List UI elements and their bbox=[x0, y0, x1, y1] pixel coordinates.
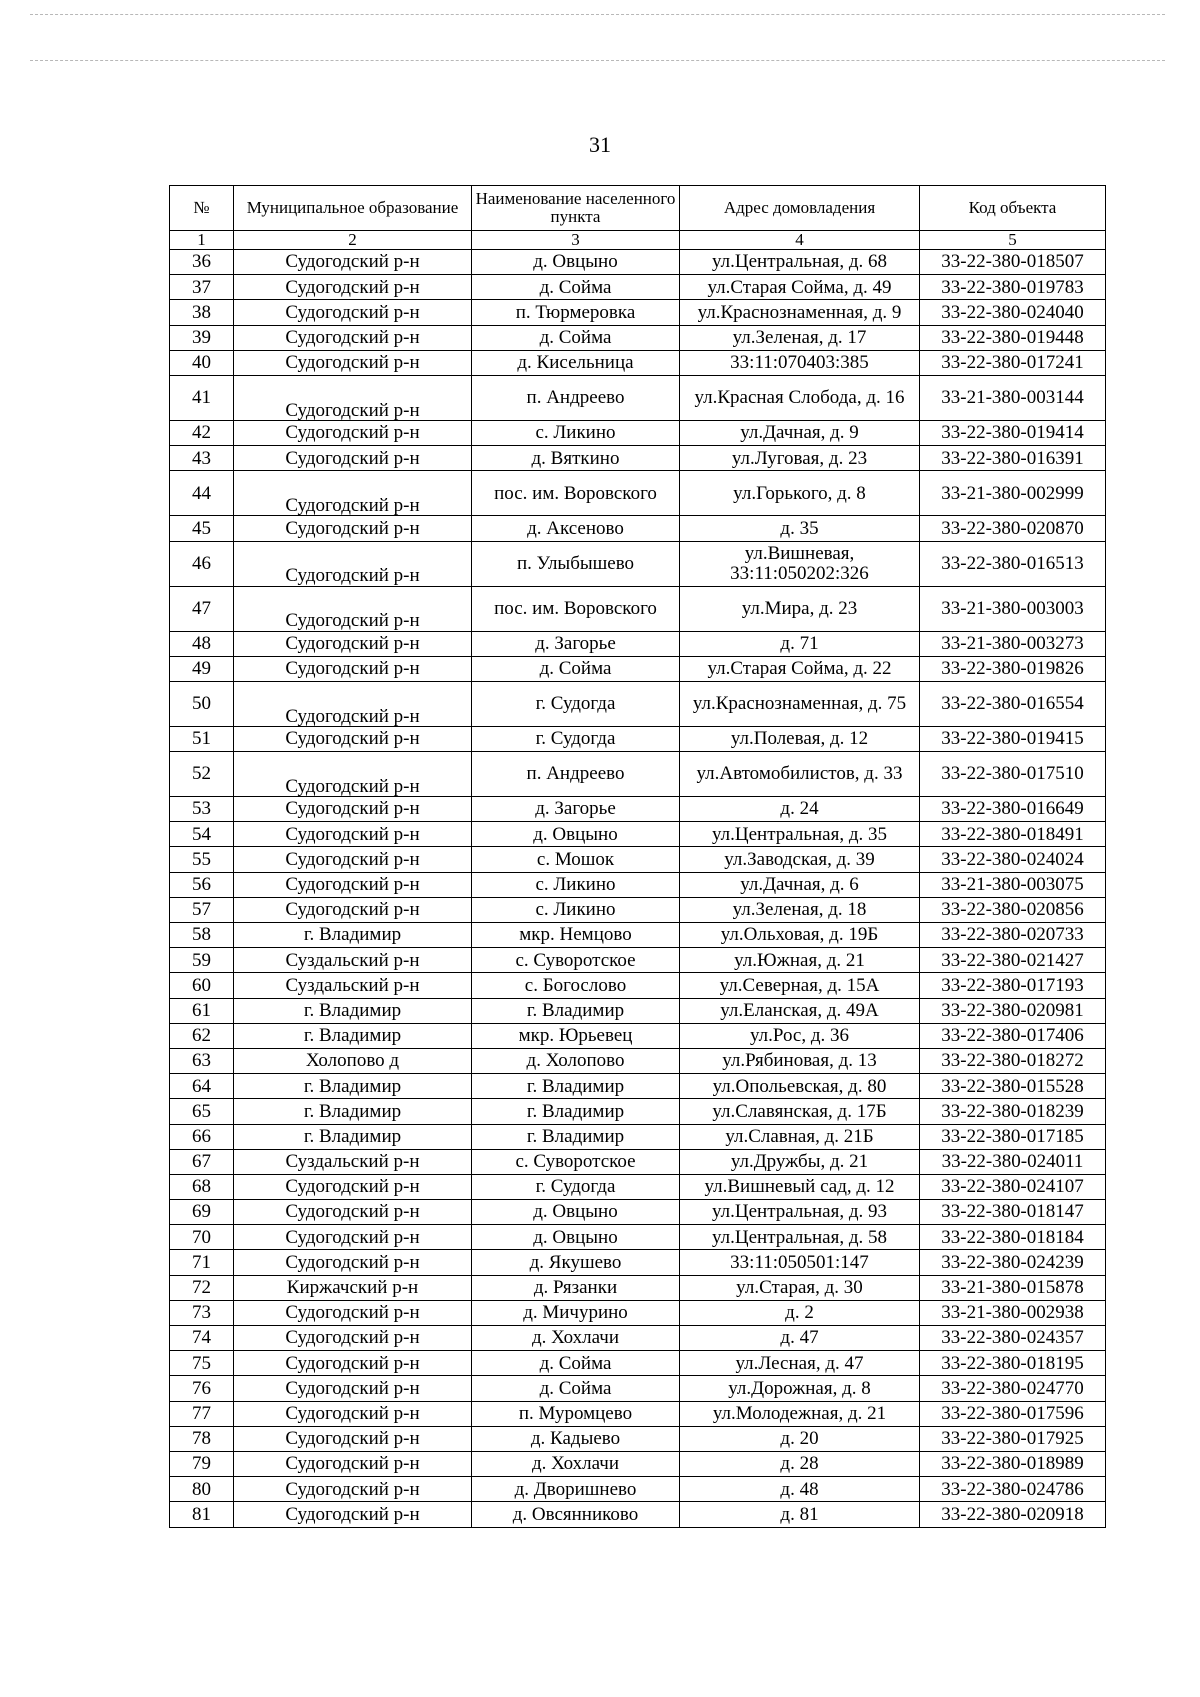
table-row bbox=[170, 923, 1106, 948]
cell-address: ул.Опольевская, д. 80 bbox=[680, 1074, 920, 1099]
cell-municipality: Судогодский р-н bbox=[234, 375, 472, 420]
table-row bbox=[170, 1477, 1106, 1502]
cell-municipality: Судогодский р-н bbox=[234, 1376, 472, 1401]
table-row bbox=[170, 1074, 1106, 1099]
cell-municipality: Судогодский р-н bbox=[234, 1477, 472, 1502]
cell-object-code: 33-22-380-016554 bbox=[920, 681, 1106, 726]
cell-settlement: д. Овсянниково bbox=[472, 1502, 680, 1527]
cell-number: 68 bbox=[170, 1174, 234, 1199]
table-row bbox=[170, 897, 1106, 922]
cell-municipality: Судогодский р-н bbox=[234, 656, 472, 681]
cell-municipality: Судогодский р-н bbox=[234, 541, 472, 586]
cell-number: 36 bbox=[170, 250, 234, 275]
table-row bbox=[170, 420, 1106, 445]
cell-municipality: Холопово д bbox=[234, 1048, 472, 1073]
cell-object-code: 33-22-380-019414 bbox=[920, 420, 1106, 445]
cell-address: ул.Дачная, д. 9 bbox=[680, 420, 920, 445]
cell-number: 47 bbox=[170, 586, 234, 631]
table-row bbox=[170, 1401, 1106, 1426]
cell-object-code: 33-22-380-017596 bbox=[920, 1401, 1106, 1426]
cell-settlement: д. Овцыно bbox=[472, 822, 680, 847]
cell-address: ул.Автомобилистов, д. 33 bbox=[680, 752, 920, 797]
cell-object-code: 33-22-380-018147 bbox=[920, 1200, 1106, 1225]
cell-municipality: Судогодский р-н bbox=[234, 350, 472, 375]
cell-address: ул.Полевая, д. 12 bbox=[680, 726, 920, 751]
cell-object-code: 33-22-380-019826 bbox=[920, 656, 1106, 681]
cell-object-code: 33-22-380-017925 bbox=[920, 1426, 1106, 1451]
header-municipality: Муниципальное образование bbox=[234, 186, 472, 231]
column-number-row bbox=[170, 231, 1106, 250]
cell-number: 78 bbox=[170, 1426, 234, 1451]
table-row bbox=[170, 325, 1106, 350]
table-body bbox=[170, 250, 1106, 1528]
cell-address: д. 2 bbox=[680, 1300, 920, 1325]
header-settlement: Наименование населенного пункта bbox=[472, 186, 680, 231]
table-row bbox=[170, 250, 1106, 275]
cell-object-code: 33-22-380-017406 bbox=[920, 1023, 1106, 1048]
cell-number: 63 bbox=[170, 1048, 234, 1073]
cell-municipality: Судогодский р-н bbox=[234, 1426, 472, 1451]
table-row bbox=[170, 1023, 1106, 1048]
cell-municipality: Судогодский р-н bbox=[234, 471, 472, 516]
table-row bbox=[170, 541, 1106, 586]
cell-address: ул.Центральная, д. 93 bbox=[680, 1200, 920, 1225]
cell-address: д. 35 bbox=[680, 516, 920, 541]
cell-address: ул.Лесная, д. 47 bbox=[680, 1351, 920, 1376]
cell-number: 66 bbox=[170, 1124, 234, 1149]
cell-municipality: Судогодский р-н bbox=[234, 325, 472, 350]
cell-municipality: Судогодский р-н bbox=[234, 1225, 472, 1250]
cell-settlement: д. Холопово bbox=[472, 1048, 680, 1073]
cell-settlement: г. Судогда bbox=[472, 1174, 680, 1199]
cell-settlement: д. Мичурино bbox=[472, 1300, 680, 1325]
cell-object-code: 33-22-380-017510 bbox=[920, 752, 1106, 797]
cell-settlement: д. Дворишнево bbox=[472, 1477, 680, 1502]
cell-object-code: 33-22-380-017241 bbox=[920, 350, 1106, 375]
cell-object-code: 33-22-380-021427 bbox=[920, 948, 1106, 973]
cell-object-code: 33-22-380-020856 bbox=[920, 897, 1106, 922]
cell-address: д. 28 bbox=[680, 1451, 920, 1476]
cell-object-code: 33-22-380-016391 bbox=[920, 446, 1106, 471]
cell-settlement: д. Рязанки bbox=[472, 1275, 680, 1300]
cell-number: 65 bbox=[170, 1099, 234, 1124]
cell-object-code: 33-22-380-020733 bbox=[920, 923, 1106, 948]
cell-address: ул.Старая, д. 30 bbox=[680, 1275, 920, 1300]
cell-address: ул.Дорожная, д. 8 bbox=[680, 1376, 920, 1401]
cell-settlement: с. Ликино bbox=[472, 897, 680, 922]
table-row bbox=[170, 752, 1106, 797]
cell-address: д. 81 bbox=[680, 1502, 920, 1527]
column-number: 5 bbox=[920, 231, 1106, 250]
table-row bbox=[170, 1426, 1106, 1451]
cell-object-code: 33-22-380-024239 bbox=[920, 1250, 1106, 1275]
page-number: 31 bbox=[589, 132, 611, 157]
cell-municipality: Судогодский р-н bbox=[234, 300, 472, 325]
cell-settlement: г. Владимир bbox=[472, 1124, 680, 1149]
cell-number: 44 bbox=[170, 471, 234, 516]
cell-address: ул.Центральная, д. 58 bbox=[680, 1225, 920, 1250]
table-row bbox=[170, 1502, 1106, 1527]
cell-settlement: п. Улыбышево bbox=[472, 541, 680, 586]
cell-settlement: г. Владимир bbox=[472, 1074, 680, 1099]
cell-settlement: д. Сойма bbox=[472, 275, 680, 300]
cell-settlement: д. Вяткино bbox=[472, 446, 680, 471]
table-row bbox=[170, 1048, 1106, 1073]
table-row bbox=[170, 998, 1106, 1023]
cell-settlement: с. Суворотское bbox=[472, 1149, 680, 1174]
table-row bbox=[170, 1200, 1106, 1225]
cell-address: ул.Еланская, д. 49А bbox=[680, 998, 920, 1023]
cell-settlement: д. Аксеново bbox=[472, 516, 680, 541]
cell-municipality: Судогодский р-н bbox=[234, 1451, 472, 1476]
cell-address: ул.Дружбы, д. 21 bbox=[680, 1149, 920, 1174]
table-row bbox=[170, 1376, 1106, 1401]
cell-number: 45 bbox=[170, 516, 234, 541]
cell-settlement: п. Тюрмеровка bbox=[472, 300, 680, 325]
cell-number: 43 bbox=[170, 446, 234, 471]
cell-settlement: д. Кисельница bbox=[472, 350, 680, 375]
cell-number: 57 bbox=[170, 897, 234, 922]
cell-number: 77 bbox=[170, 1401, 234, 1426]
cell-object-code: 33-22-380-024107 bbox=[920, 1174, 1106, 1199]
cell-settlement: г. Судогда bbox=[472, 681, 680, 726]
table-row bbox=[170, 872, 1106, 897]
cell-number: 71 bbox=[170, 1250, 234, 1275]
cell-number: 70 bbox=[170, 1225, 234, 1250]
cell-municipality: Судогодский р-н bbox=[234, 797, 472, 822]
cell-number: 49 bbox=[170, 656, 234, 681]
cell-settlement: д. Сойма bbox=[472, 1376, 680, 1401]
cell-address: ул.Зеленая, д. 18 bbox=[680, 897, 920, 922]
cell-settlement: с. Богослово bbox=[472, 973, 680, 998]
cell-object-code: 33-22-380-018272 bbox=[920, 1048, 1106, 1073]
cell-number: 58 bbox=[170, 923, 234, 948]
cell-number: 67 bbox=[170, 1149, 234, 1174]
cell-municipality: Судогодский р-н bbox=[234, 250, 472, 275]
cell-settlement: г. Судогда bbox=[472, 726, 680, 751]
cell-address: 33:11:050501:147 bbox=[680, 1250, 920, 1275]
cell-settlement: д. Овцыно bbox=[472, 1225, 680, 1250]
cell-settlement: д. Загорье bbox=[472, 631, 680, 656]
table-row bbox=[170, 471, 1106, 516]
cell-object-code: 33-22-380-024024 bbox=[920, 847, 1106, 872]
cell-address: д. 71 bbox=[680, 631, 920, 656]
table-row bbox=[170, 516, 1106, 541]
cell-settlement: с. Ликино bbox=[472, 872, 680, 897]
cell-number: 37 bbox=[170, 275, 234, 300]
cell-municipality: Судогодский р-н bbox=[234, 1250, 472, 1275]
header-address: Адрес домовладения bbox=[680, 186, 920, 231]
cell-address: ул.Луговая, д. 23 bbox=[680, 446, 920, 471]
cell-number: 75 bbox=[170, 1351, 234, 1376]
scan-artifact-line bbox=[30, 60, 1165, 61]
cell-address: ул.Вишневая, 33:11:050202:326 bbox=[680, 541, 920, 586]
cell-municipality: Судогодский р-н bbox=[234, 872, 472, 897]
table-row bbox=[170, 631, 1106, 656]
table-header-row bbox=[170, 186, 1106, 231]
cell-address: ул.Зеленая, д. 17 bbox=[680, 325, 920, 350]
cell-municipality: Судогодский р-н bbox=[234, 1200, 472, 1225]
cell-settlement: мкр. Юрьевец bbox=[472, 1023, 680, 1048]
table-row bbox=[170, 681, 1106, 726]
cell-address: ул.Краснознаменная, д. 75 bbox=[680, 681, 920, 726]
cell-address: ул.Северная, д. 15А bbox=[680, 973, 920, 998]
cell-address: д. 20 bbox=[680, 1426, 920, 1451]
table-row bbox=[170, 1124, 1106, 1149]
cell-object-code: 33-21-380-002999 bbox=[920, 471, 1106, 516]
table-row bbox=[170, 1149, 1106, 1174]
cell-object-code: 33-22-380-016513 bbox=[920, 541, 1106, 586]
table-row bbox=[170, 1451, 1106, 1476]
cell-address: ул.Старая Сойма, д. 22 bbox=[680, 656, 920, 681]
cell-municipality: Судогодский р-н bbox=[234, 847, 472, 872]
cell-settlement: пос. им. Воровского bbox=[472, 586, 680, 631]
cell-address: ул.Старая Сойма, д. 49 bbox=[680, 275, 920, 300]
cell-municipality: г. Владимир bbox=[234, 998, 472, 1023]
cell-municipality: г. Владимир bbox=[234, 1124, 472, 1149]
cell-address: ул.Дачная, д. 6 bbox=[680, 872, 920, 897]
cell-number: 50 bbox=[170, 681, 234, 726]
cell-settlement: д. Сойма bbox=[472, 656, 680, 681]
table-row bbox=[170, 797, 1106, 822]
cell-address: д. 47 bbox=[680, 1326, 920, 1351]
cell-settlement: д. Сойма bbox=[472, 1351, 680, 1376]
cell-number: 51 bbox=[170, 726, 234, 751]
cell-address: д. 24 bbox=[680, 797, 920, 822]
cell-object-code: 33-21-380-003075 bbox=[920, 872, 1106, 897]
column-number: 4 bbox=[680, 231, 920, 250]
table-row bbox=[170, 300, 1106, 325]
cell-address: ул.Центральная, д. 68 bbox=[680, 250, 920, 275]
cell-address: ул.Славная, д. 21Б bbox=[680, 1124, 920, 1149]
cell-settlement: г. Владимир bbox=[472, 1099, 680, 1124]
column-number: 3 bbox=[472, 231, 680, 250]
cell-municipality: Суздальский р-н bbox=[234, 1149, 472, 1174]
table-row bbox=[170, 726, 1106, 751]
cell-object-code: 33-21-380-015878 bbox=[920, 1275, 1106, 1300]
table-row bbox=[170, 1351, 1106, 1376]
cell-municipality: Судогодский р-н bbox=[234, 1326, 472, 1351]
cell-number: 56 bbox=[170, 872, 234, 897]
cell-municipality: Судогодский р-н bbox=[234, 897, 472, 922]
table-row bbox=[170, 948, 1106, 973]
cell-municipality: г. Владимир bbox=[234, 923, 472, 948]
cell-number: 64 bbox=[170, 1074, 234, 1099]
cell-number: 46 bbox=[170, 541, 234, 586]
column-number: 1 bbox=[170, 231, 234, 250]
cell-settlement: д. Кадыево bbox=[472, 1426, 680, 1451]
cell-municipality: Киржачский р-н bbox=[234, 1275, 472, 1300]
cell-settlement: д. Овцыно bbox=[472, 250, 680, 275]
cell-address: ул.Южная, д. 21 bbox=[680, 948, 920, 973]
cell-object-code: 33-21-380-003003 bbox=[920, 586, 1106, 631]
cell-object-code: 33-22-380-019783 bbox=[920, 275, 1106, 300]
cell-municipality: Судогодский р-н bbox=[234, 822, 472, 847]
cell-number: 62 bbox=[170, 1023, 234, 1048]
cell-object-code: 33-22-380-018184 bbox=[920, 1225, 1106, 1250]
cell-municipality: Судогодский р-н bbox=[234, 446, 472, 471]
cell-number: 40 bbox=[170, 350, 234, 375]
cell-municipality: Суздальский р-н bbox=[234, 973, 472, 998]
table-row bbox=[170, 1275, 1106, 1300]
cell-object-code: 33-21-380-003144 bbox=[920, 375, 1106, 420]
cell-municipality: Судогодский р-н bbox=[234, 1502, 472, 1527]
cell-address: ул.Красная Слобода, д. 16 bbox=[680, 375, 920, 420]
cell-settlement: пос. им. Воровского bbox=[472, 471, 680, 516]
cell-address: ул.Рос, д. 36 bbox=[680, 1023, 920, 1048]
cell-number: 69 bbox=[170, 1200, 234, 1225]
cell-object-code: 33-22-380-024786 bbox=[920, 1477, 1106, 1502]
cell-number: 72 bbox=[170, 1275, 234, 1300]
cell-settlement: г. Владимир bbox=[472, 998, 680, 1023]
cell-number: 39 bbox=[170, 325, 234, 350]
table-row bbox=[170, 1225, 1106, 1250]
cell-object-code: 33-22-380-018989 bbox=[920, 1451, 1106, 1476]
table-row bbox=[170, 275, 1106, 300]
table-row bbox=[170, 1174, 1106, 1199]
cell-address: 33:11:070403:385 bbox=[680, 350, 920, 375]
cell-settlement: с. Мошок bbox=[472, 847, 680, 872]
table-row bbox=[170, 822, 1106, 847]
cell-municipality: Судогодский р-н bbox=[234, 1351, 472, 1376]
cell-municipality: Судогодский р-н bbox=[234, 1174, 472, 1199]
cell-address: ул.Краснознаменная, д. 9 bbox=[680, 300, 920, 325]
cell-settlement: мкр. Немцово bbox=[472, 923, 680, 948]
table-row bbox=[170, 1250, 1106, 1275]
cell-address: ул.Рябиновая, д. 13 bbox=[680, 1048, 920, 1073]
cell-settlement: д. Хохлачи bbox=[472, 1451, 680, 1476]
cell-municipality: г. Владимир bbox=[234, 1074, 472, 1099]
table-row bbox=[170, 1300, 1106, 1325]
cell-number: 81 bbox=[170, 1502, 234, 1527]
cell-number: 61 bbox=[170, 998, 234, 1023]
table-row bbox=[170, 656, 1106, 681]
cell-settlement: с. Суворотское bbox=[472, 948, 680, 973]
cell-number: 79 bbox=[170, 1451, 234, 1476]
cell-address: ул.Вишневый сад, д. 12 bbox=[680, 1174, 920, 1199]
cell-object-code: 33-22-380-020918 bbox=[920, 1502, 1106, 1527]
cell-object-code: 33-22-380-018195 bbox=[920, 1351, 1106, 1376]
cell-object-code: 33-22-380-019448 bbox=[920, 325, 1106, 350]
table-row bbox=[170, 375, 1106, 420]
cell-address: д. 48 bbox=[680, 1477, 920, 1502]
cell-object-code: 33-22-380-018491 bbox=[920, 822, 1106, 847]
cell-object-code: 33-22-380-019415 bbox=[920, 726, 1106, 751]
table-row bbox=[170, 350, 1106, 375]
cell-settlement: д. Овцыно bbox=[472, 1200, 680, 1225]
cell-settlement: с. Ликино bbox=[472, 420, 680, 445]
cell-address: ул.Ольховая, д. 19Б bbox=[680, 923, 920, 948]
cell-municipality: Судогодский р-н bbox=[234, 516, 472, 541]
cell-address: ул.Славянская, д. 17Б bbox=[680, 1099, 920, 1124]
cell-address: ул.Молодежная, д. 21 bbox=[680, 1401, 920, 1426]
cell-object-code: 33-21-380-003273 bbox=[920, 631, 1106, 656]
cell-municipality: Судогодский р-н bbox=[234, 586, 472, 631]
cell-object-code: 33-22-380-018239 bbox=[920, 1099, 1106, 1124]
cell-number: 52 bbox=[170, 752, 234, 797]
cell-number: 76 bbox=[170, 1376, 234, 1401]
cell-municipality: Судогодский р-н bbox=[234, 752, 472, 797]
cell-address: ул.Заводская, д. 39 bbox=[680, 847, 920, 872]
column-number: 2 bbox=[234, 231, 472, 250]
cell-number: 60 bbox=[170, 973, 234, 998]
cell-settlement: д. Сойма bbox=[472, 325, 680, 350]
cell-number: 74 bbox=[170, 1326, 234, 1351]
cell-number: 41 bbox=[170, 375, 234, 420]
table-row bbox=[170, 847, 1106, 872]
cell-object-code: 33-22-380-024357 bbox=[920, 1326, 1106, 1351]
table-row bbox=[170, 1326, 1106, 1351]
cell-municipality: Судогодский р-н bbox=[234, 275, 472, 300]
cell-object-code: 33-22-380-015528 bbox=[920, 1074, 1106, 1099]
cell-number: 53 bbox=[170, 797, 234, 822]
cell-number: 55 bbox=[170, 847, 234, 872]
cell-object-code: 33-22-380-018507 bbox=[920, 250, 1106, 275]
header-object-code: Код объекта bbox=[920, 186, 1106, 231]
cell-number: 48 bbox=[170, 631, 234, 656]
cell-object-code: 33-21-380-002938 bbox=[920, 1300, 1106, 1325]
cell-object-code: 33-22-380-020870 bbox=[920, 516, 1106, 541]
cell-settlement: п. Муромцево bbox=[472, 1401, 680, 1426]
cell-object-code: 33-22-380-024011 bbox=[920, 1149, 1106, 1174]
registry-table bbox=[169, 185, 1106, 1528]
scan-artifact-line bbox=[30, 14, 1165, 15]
cell-settlement: д. Якушево bbox=[472, 1250, 680, 1275]
cell-municipality: Судогодский р-н bbox=[234, 1300, 472, 1325]
cell-municipality: Судогодский р-н bbox=[234, 631, 472, 656]
cell-municipality: Судогодский р-н bbox=[234, 681, 472, 726]
cell-address: ул.Горького, д. 8 bbox=[680, 471, 920, 516]
cell-municipality: Суздальский р-н bbox=[234, 948, 472, 973]
cell-number: 54 bbox=[170, 822, 234, 847]
cell-settlement: д. Загорье bbox=[472, 797, 680, 822]
cell-municipality: Судогодский р-н bbox=[234, 420, 472, 445]
cell-number: 73 bbox=[170, 1300, 234, 1325]
cell-object-code: 33-22-380-020981 bbox=[920, 998, 1106, 1023]
cell-number: 80 bbox=[170, 1477, 234, 1502]
cell-municipality: г. Владимир bbox=[234, 1099, 472, 1124]
cell-municipality: г. Владимир bbox=[234, 1023, 472, 1048]
cell-municipality: Судогодский р-н bbox=[234, 726, 472, 751]
cell-settlement: п. Андреево bbox=[472, 375, 680, 420]
cell-object-code: 33-22-380-024770 bbox=[920, 1376, 1106, 1401]
table-row bbox=[170, 1099, 1106, 1124]
table-row bbox=[170, 586, 1106, 631]
cell-object-code: 33-22-380-017193 bbox=[920, 973, 1106, 998]
header-number: № bbox=[170, 186, 234, 231]
cell-object-code: 33-22-380-016649 bbox=[920, 797, 1106, 822]
cell-settlement: д. Хохлачи bbox=[472, 1326, 680, 1351]
cell-address: ул.Мира, д. 23 bbox=[680, 586, 920, 631]
cell-municipality: Судогодский р-н bbox=[234, 1401, 472, 1426]
cell-number: 59 bbox=[170, 948, 234, 973]
cell-number: 42 bbox=[170, 420, 234, 445]
cell-object-code: 33-22-380-017185 bbox=[920, 1124, 1106, 1149]
cell-address: ул.Центральная, д. 35 bbox=[680, 822, 920, 847]
cell-object-code: 33-22-380-024040 bbox=[920, 300, 1106, 325]
table-row bbox=[170, 973, 1106, 998]
cell-settlement: п. Андреево bbox=[472, 752, 680, 797]
cell-number: 38 bbox=[170, 300, 234, 325]
table-row bbox=[170, 446, 1106, 471]
